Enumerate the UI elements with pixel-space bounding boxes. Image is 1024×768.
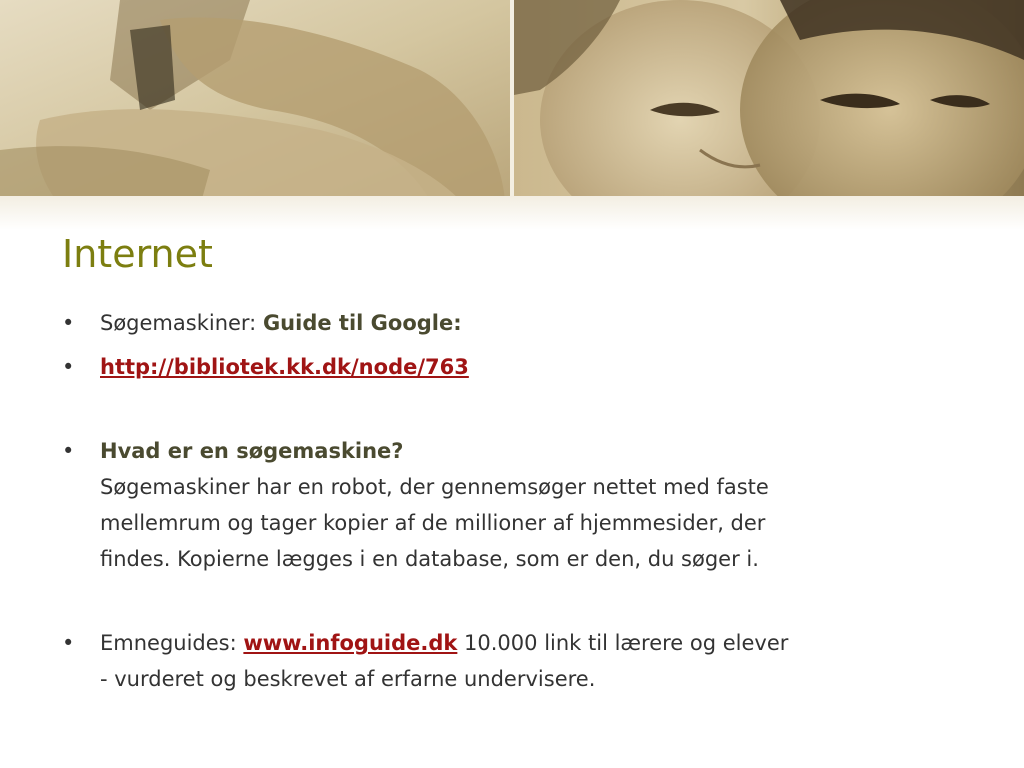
bullet-library-link [62,349,962,385]
header-photo-banner [0,0,1024,206]
sepia-photo-collage [0,0,1024,206]
bullet-search-engines [62,305,962,341]
banner-fade [0,196,1024,230]
body-line-1: Søgemaskiner har en robot, der gennemsøger nettet med faste [100,475,769,499]
bullet-strong-label: Guide til Google: [262,311,462,335]
bullet-heading: Hvad er en søgemaskine? [100,439,404,463]
bullet-marker: • [62,631,75,655]
bullet-list [62,305,962,697]
library-node-link[interactable]: http://bibliotek.kk.dk/node/763 [100,355,469,379]
bullet-suffix: 10.000 link til lærere og elever [457,631,789,655]
infoguide-link[interactable]: www.infoguide.dk [243,631,458,655]
page-title: Internet [62,232,213,276]
body-line-2: mellemrum og tager kopier af de millioner af hjemmesider, der [100,511,766,535]
bullet-marker: • [62,311,75,335]
bullet-subject-guides [62,625,962,697]
bullet-what-is-search-engine [62,433,962,577]
bullet-marker: • [62,439,75,463]
body-line-3: findes. Kopierne lægges i en database, som er den, du søger i. [100,547,759,571]
bullet-marker: • [62,355,75,379]
bullet-prefix: Emneguides: [100,631,244,655]
body-line-2: - vurderet og beskrevet af erfarne undervisere. [100,667,596,691]
bullet-prefix: Søgemaskiner: [100,311,263,335]
